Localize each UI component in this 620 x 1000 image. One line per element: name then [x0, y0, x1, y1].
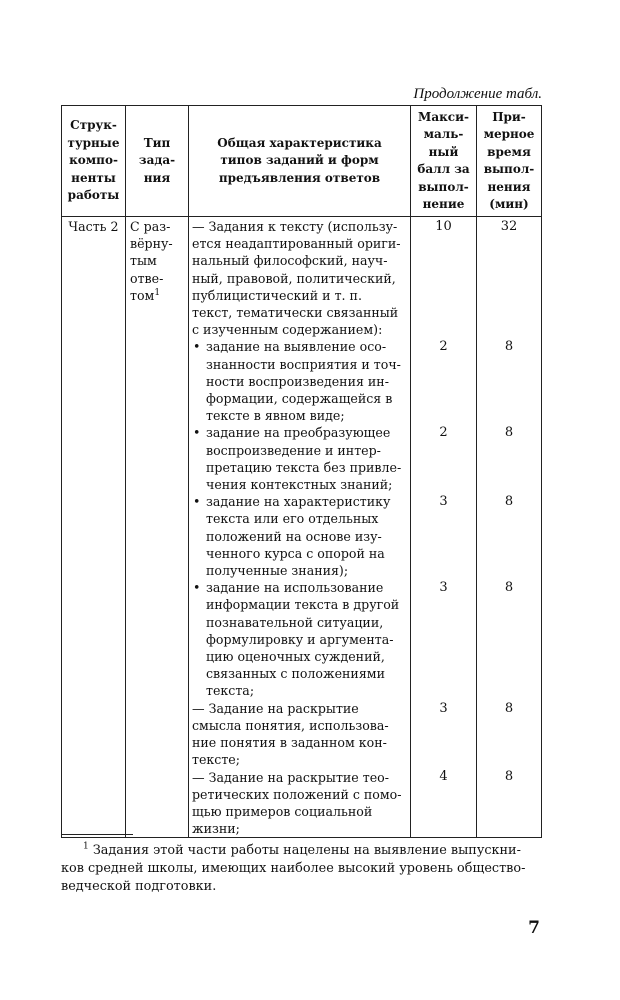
- characteristic-line: с изученным содержанием):: [192, 322, 383, 338]
- characteristic-line: — Задания к тексту (использу-: [192, 219, 398, 234]
- characteristic-item: [192, 493, 407, 579]
- characteristic-line: чения контекстных знаний;: [206, 477, 393, 493]
- header-row: [62, 106, 542, 217]
- time-value: 8: [504, 494, 514, 510]
- characteristic-line: задание на использование: [206, 580, 384, 596]
- characteristic-line: задание на характеристику: [206, 494, 391, 510]
- characteristic-line: познавательной ситуации,: [206, 614, 384, 630]
- characteristic-line: текст, тематически связанный: [192, 305, 399, 321]
- characteristic-line: тексте в явном виде;: [206, 408, 345, 424]
- header-max-score: Макси- маль- ный балл за выпол- нение: [411, 106, 477, 217]
- characteristic-line: задание на выявление осо-: [206, 339, 387, 355]
- characteristic-line: щью примеров социальной: [192, 803, 373, 819]
- characteristic-item: [192, 218, 407, 338]
- score-cell: [411, 217, 477, 838]
- characteristic-line: ности воспроизведения ин-: [206, 373, 389, 389]
- time-value: 8: [504, 339, 514, 355]
- characteristic-item: [192, 579, 407, 699]
- max-score-value: 3: [439, 580, 448, 596]
- characteristic-line: знанности восприятия и точ-: [206, 356, 401, 372]
- footnote-separator: [61, 834, 133, 835]
- characteristic-item: [192, 700, 407, 769]
- header-task-type: Тип зада- ния: [126, 106, 189, 217]
- max-score-value: 3: [439, 494, 448, 510]
- max-score-value: 4: [439, 769, 448, 785]
- bullet-icon: •: [193, 580, 201, 596]
- characteristic-line: ется неадаптированный ориги-: [192, 236, 401, 252]
- characteristic-line: нальный философский, науч-: [192, 253, 388, 269]
- characteristic-line: ный, правовой, политический,: [192, 270, 396, 286]
- time-cell: [477, 217, 542, 838]
- part-label: Часть 2: [68, 219, 119, 234]
- time-value: 8: [504, 700, 514, 716]
- characteristic-item: [192, 769, 407, 838]
- characteristic-line: — Задание на раскрытие: [192, 700, 359, 716]
- bullet-icon: •: [193, 425, 201, 441]
- type-cell: С раз- вёрну- тым отве- том$^1$: [126, 217, 189, 838]
- header-structural-components: Струк- турные компо- ненты работы: [62, 106, 126, 217]
- header-general-characteristic: Общая характеристика типов заданий и форм предъявления ответов: [189, 106, 411, 217]
- characteristic-line: тексте;: [192, 752, 241, 768]
- characteristic-line: текста;: [206, 683, 255, 699]
- max-score-value: 2: [439, 339, 448, 355]
- characteristic-item: [192, 424, 407, 493]
- bullet-icon: •: [193, 339, 201, 355]
- max-score-value: 2: [439, 425, 448, 441]
- characteristic-line: текста или его отдельных: [206, 511, 379, 527]
- characteristic-line: цию оценочных суждений,: [206, 649, 385, 665]
- characteristic-line: смысла понятия, использова-: [192, 717, 389, 733]
- time-value: 8: [504, 769, 514, 785]
- characteristic-line: формации, содержащейся в: [206, 391, 393, 407]
- characteristic-line: ретических положений с помо-: [192, 786, 402, 802]
- bullet-icon: •: [193, 494, 201, 510]
- characteristic-line: жизни;: [192, 821, 240, 837]
- table-row: [62, 217, 542, 838]
- time-value: 32: [500, 219, 518, 234]
- time-value: 8: [504, 425, 514, 441]
- continuation-label: Продолжение табл.: [413, 86, 542, 102]
- characteristic-line: ние понятия в заданном кон-: [192, 735, 387, 751]
- characteristic-line: воспроизведение и интер-: [206, 442, 381, 458]
- exam-structure-table: [61, 105, 542, 838]
- characteristic-line: положений на основе изу-: [206, 528, 382, 544]
- footnote-marker: 1: [83, 841, 89, 852]
- max-score-value: 3: [439, 700, 448, 716]
- characteristic-line: информации текста в другой: [206, 597, 400, 613]
- page-number: 7: [528, 918, 540, 938]
- characteristic-item: [192, 338, 407, 424]
- characteristic-line: претацию текста без привле-: [206, 459, 402, 475]
- characteristic-line: полученные знания);: [206, 563, 349, 579]
- characteristic-line: связанных с положениями: [206, 666, 385, 682]
- footnote-reference: 1: [154, 287, 161, 298]
- characteristic-line: публицистический и т. п.: [192, 287, 362, 303]
- time-value: 8: [504, 580, 514, 596]
- characteristic-line: формулировку и аргумента-: [206, 631, 394, 647]
- characteristic-cell: [189, 217, 411, 838]
- max-score-value: 10: [435, 219, 452, 234]
- header-approx-time: При- мерное время выпол- нения (мин): [477, 106, 542, 217]
- characteristic-line: — Задание на раскрытие тео-: [192, 769, 390, 785]
- characteristic-line: ченного курса с опорой на: [206, 545, 385, 561]
- characteristic-line: задание на преобразующее: [206, 425, 391, 441]
- part-cell: [62, 217, 126, 838]
- footnote: $^1$ Задания этой части работы нацелены на выявление выпускни- ков средней школы, имеющих наиболее высокий уровень общество- ведческой подготовки.: [61, 841, 526, 894]
